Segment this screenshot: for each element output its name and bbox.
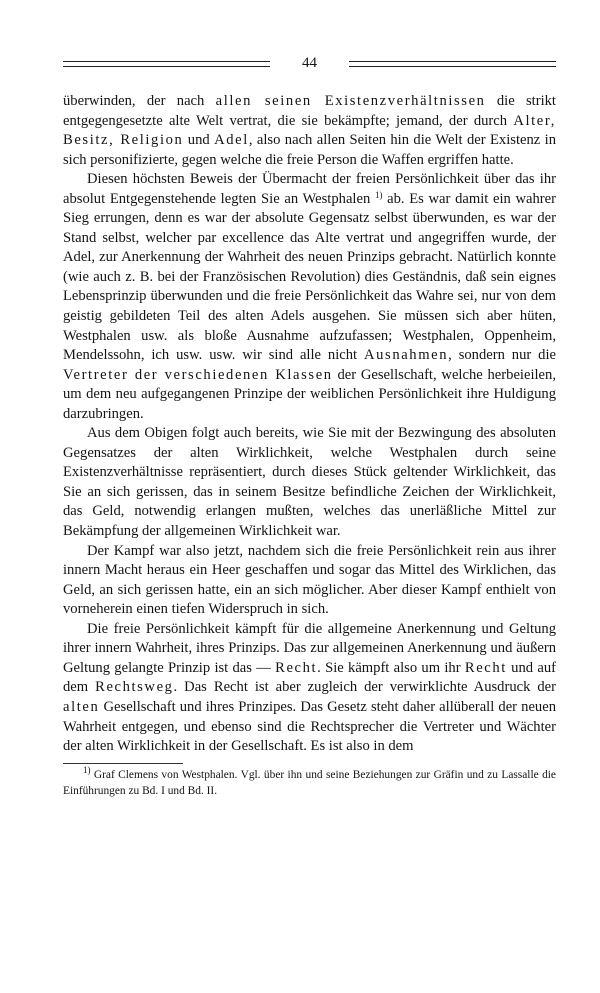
text-run: Gesellschaft und ihres Prinzipes. Das Gesetz steht daher allüberall der neuen Wahrheit entgegen, und ebenso sind die Rechtsprecher die Vertreter und Wächter der alten Wirklichkeit in der Gesellschaft. Es ist also in dem [63,698,556,755]
spaced-emphasis: alten [63,698,100,715]
footnote-rule [63,763,183,764]
text-run: Aus dem Obigen folgt auch bereits, wie Sie mit der Bezwingung des absoluten Gegensatzes der alten Wirklichkeit, welche Westphalen durch seine Existenzverhältnisse repräsentiert, durch dieses Stück geltender Wirklichkeit, das Sie an sich gerissen, das in seinem Besitze befindliche Zeichen der Wirklichkeit, das Geld, notwendig erlangen mußten, welches das unerläßliche Mittel zur Bekämpfung der allgemeinen Wirklichkeit war. [63,425,556,540]
page-header [63,52,556,76]
text-run: Graf Clemens von Westphalen. Vgl. über ihn und seine Beziehungen zur Gräfin und zu Lassalle die Einführungen zu Bd. I und Bd. II. [63,768,556,797]
header-rule-right [349,61,556,67]
text-run: ab. Es war damit ein wahrer Sieg errungen, denn es war der absolute Gegensatz selbst überwunden, es war der Stand selbst, welcher par excellence das Alte vertrat und angegriffen wurde, der Adel, zur Anerkennung der Wahrheit des neuen Prinzips gebracht. Natürlich konnte (wie auch z. B. bei der Französischen Revolution) dies Geständnis, daß sein eignes Lebensprinzip überwunden und die freie Persönlichkeit das Wahre sei, nur von dem geistig gebildeten Teil des alten Adels ausgehen. Sie müssen sich aber hüten, Westphalen usw. als bloße Ausnahme aufzufassen; Westphalen, Oppenheim, Mendelssohn, ich usw. usw. wir sind alle nicht [63,190,557,364]
text-run: , also nach allen Seiten hin die Welt der Existenz in sich personifizierte, gegen welche die freie Person die Waffen ergriffen hatte. [63,132,557,168]
text-run: überwinden, der nach [63,93,216,109]
text-run: Diesen höchsten Beweis der Übermacht der freien Persönlichkeit über das ihr absolut Entgegenstehende legten Sie an Westphalen [63,171,556,207]
footnote-marker: 1) [83,764,91,775]
text-run: die strikt entgegengesetzte alte Welt vertrat, die sie bekämpfte; jemand, der durch [63,93,556,129]
text-run: , sondern nur die [448,347,556,364]
text-run: . Sie kämpft also um ihr [317,659,465,676]
spaced-emphasis: Recht [464,659,507,676]
text-run: und [183,132,215,149]
text-run: der Gesellschaft, welche herbeieilen, um dem neu aufgegangenen Prinzipe der weiblichen Persönlichkeit ihre Huldigung darzubringen. [63,366,556,422]
text-run: und auf dem [63,659,556,696]
paragraph [63,542,556,620]
page-number: 44 [302,55,317,71]
spaced-emphasis: Rechtsweg [95,679,174,696]
body-text [63,92,556,757]
text-run: . Das Recht ist aber zugleich der verwirklichte Ausdruck der [173,679,557,696]
spaced-emphasis: Vertreter der verschiedenen Klassen [63,366,333,383]
spaced-emphasis: Recht [275,659,318,676]
book-page [63,52,556,799]
paragraph [63,424,556,541]
paragraph [63,620,556,757]
text-run: Die freie Persönlichkeit kämpft für die allgemeine Anerkennung und Geltung ihrer innern Wahrheit, ihres Prinzips. Das zur allgemeinen Anerkennung und äußern Geltung gelangte Prinzip ist das — [63,620,556,676]
text-run: Der Kampf war also jetzt, nachdem sich die freie Persönlichkeit rein aus ihrer innern Macht heraus ein Heer geschaffen und sogar das Mittel des Wirklichen, das Geld, an sich gerissen hatte, ein an sich möglicher. Aber dieser Kampf enthielt von vorneherein einen tiefen Widerspruch in sich. [63,542,556,618]
spaced-emphasis: allen seinen Existenzverhältnissen [215,93,486,109]
spaced-emphasis: Adel [214,132,249,149]
footnote [63,764,556,799]
paragraph [63,92,556,170]
spaced-emphasis: Alter, Besitz, Religion [63,112,556,149]
spaced-emphasis: Ausnahmen [364,347,449,364]
footnote-marker: 1) [374,189,383,200]
paragraph [63,170,556,424]
